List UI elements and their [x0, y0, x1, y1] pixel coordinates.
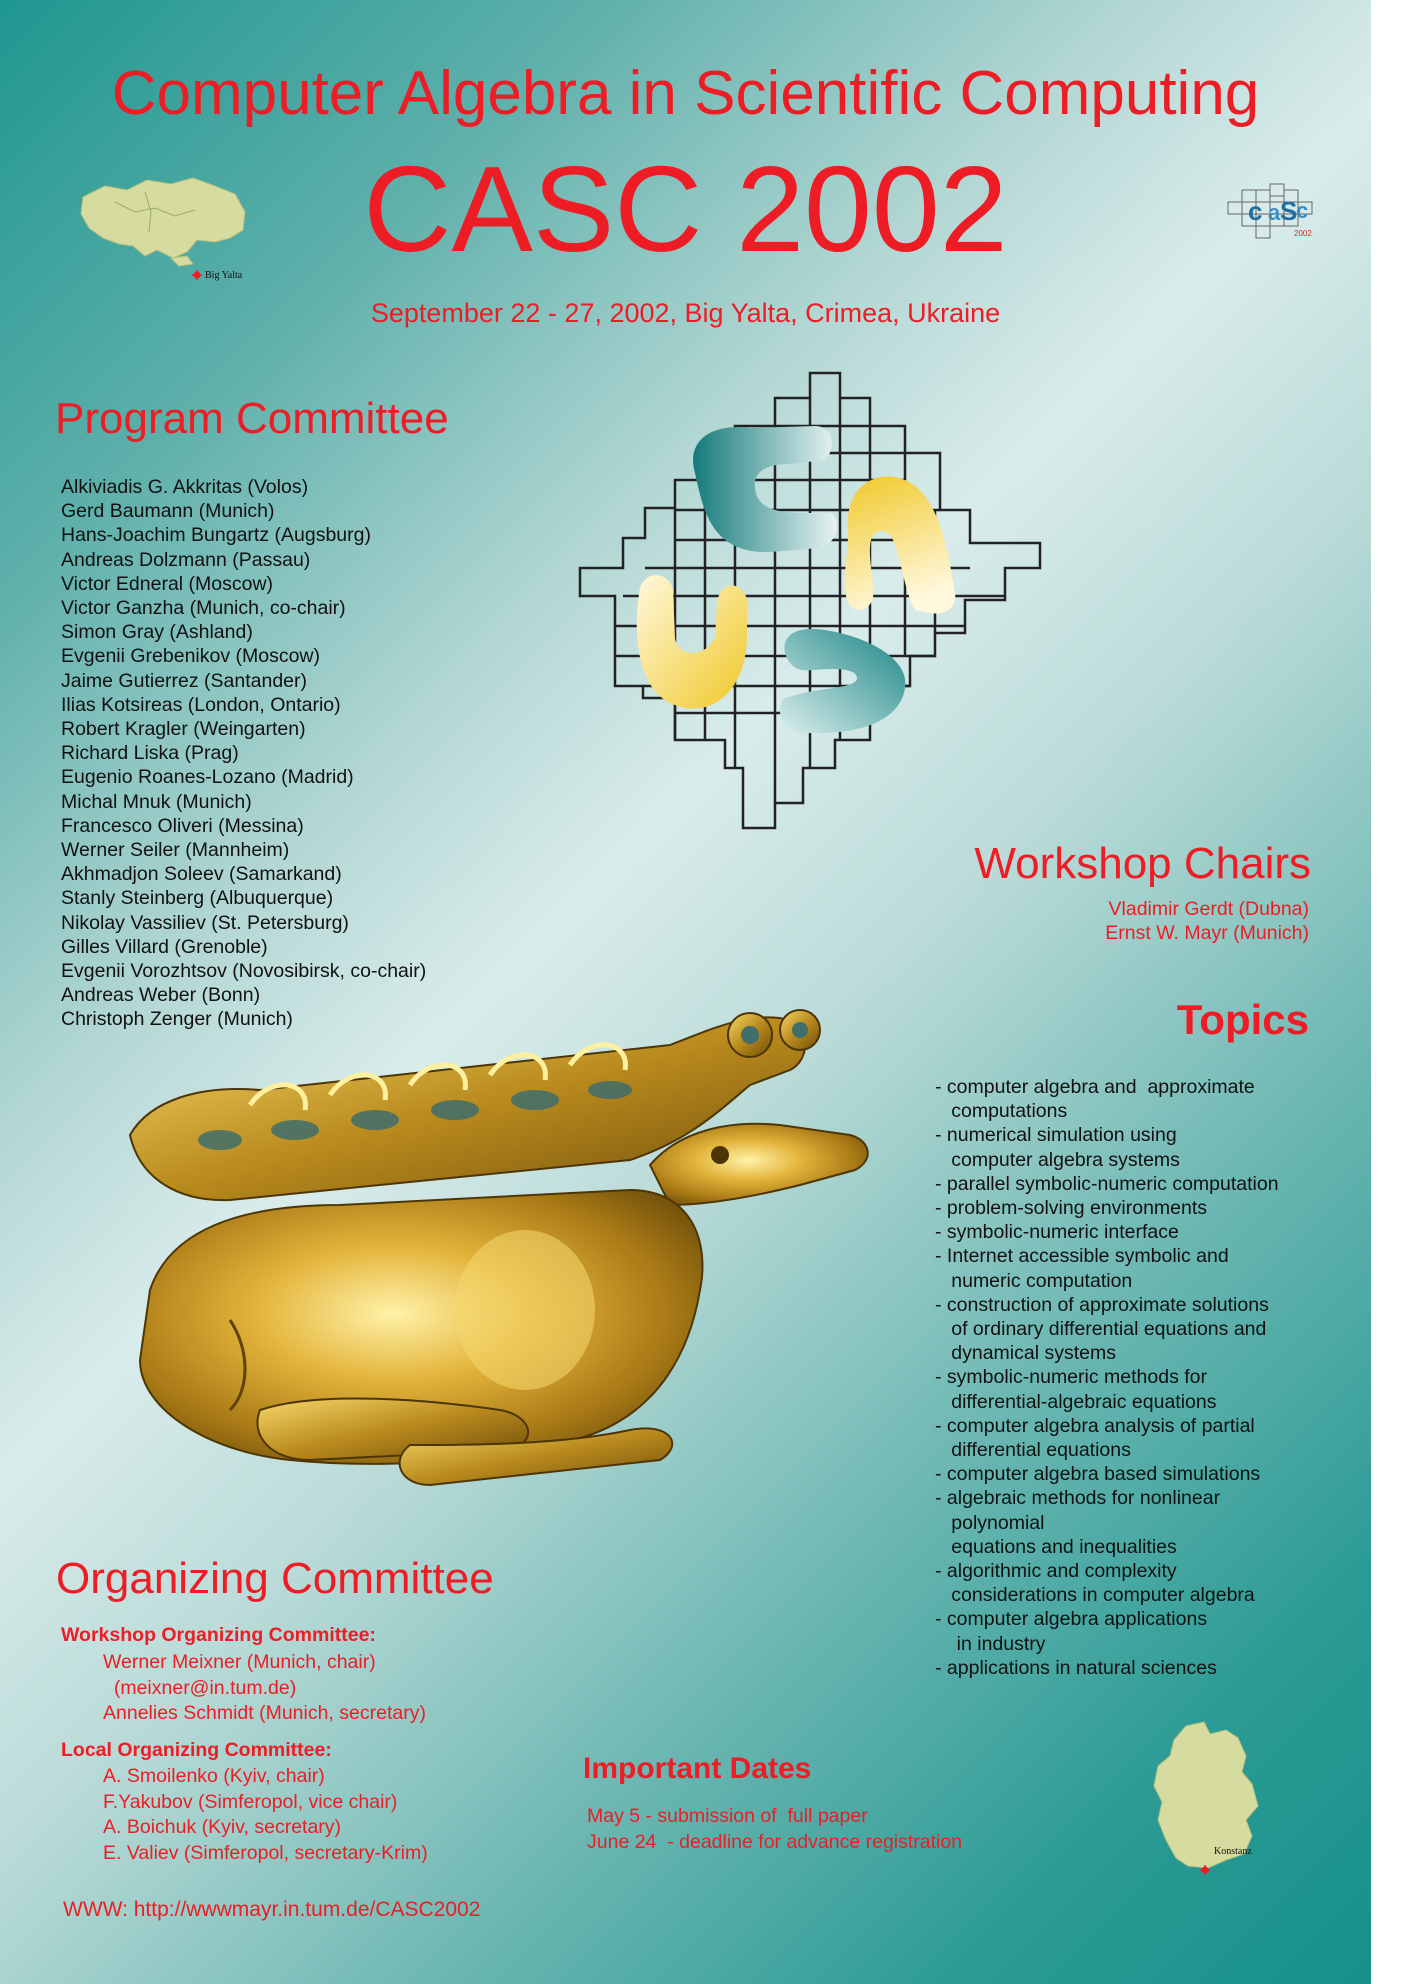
organizer-line: F.Yakubov (Simferopol, vice chair)	[103, 1790, 398, 1813]
germany-map-label: Konstanz	[1214, 1846, 1252, 1857]
casc-logo-small	[1222, 178, 1332, 248]
workshop-organizing-heading: Workshop Organizing Committee:	[61, 1624, 376, 1646]
ukraine-map	[75, 172, 255, 287]
casc-grid-logo	[575, 368, 1045, 838]
important-dates-heading: Important Dates	[583, 1752, 812, 1785]
organizer-line: Annelies Schmidt (Munich, secretary)	[103, 1702, 426, 1724]
workshop-chairs-heading: Workshop Chairs	[974, 839, 1311, 888]
logo-shape-c	[693, 426, 837, 552]
topic-line: - Internet accessible symbolic and	[935, 1245, 1229, 1268]
topic-line: computations	[935, 1100, 1068, 1123]
local-organizing-list	[103, 1764, 428, 1866]
golden-stag-image	[110, 990, 880, 1520]
committee-member: Evgenii Grebenikov (Moscow)	[61, 645, 321, 668]
organizer-line: A. Boichuk (Kyiv, secretary)	[103, 1816, 342, 1838]
date-line: June 24 - deadline for advance registration	[587, 1831, 963, 1853]
logo-shape-n	[845, 477, 956, 614]
conference-subtitle: September 22 - 27, 2002, Big Yalta, Crimea, Ukraine	[370, 298, 1001, 328]
topic-line: - computer algebra and approximate	[935, 1076, 1255, 1098]
topic-line: differential equations	[935, 1439, 1131, 1462]
committee-member: Andreas Weber (Bonn)	[61, 984, 261, 1007]
committee-member: Victor Ganzha (Munich, co-chair)	[61, 597, 346, 620]
topics-list	[935, 1075, 1279, 1680]
topic-line: dynamical systems	[935, 1342, 1116, 1365]
committee-member: Akhmadjon Soleev (Samarkand)	[61, 863, 342, 886]
committee-member: Robert Kragler (Weingarten)	[61, 718, 306, 741]
website-link[interactable]: WWW: http://wwwmayr.in.tum.de/CASC2002	[63, 1898, 481, 1921]
svg-text:c: c	[1296, 198, 1309, 223]
committee-member: Victor Edneral (Moscow)	[61, 572, 274, 595]
germany-map	[1148, 1720, 1268, 1885]
committee-member: Gerd Baumann (Munich)	[61, 500, 275, 523]
topic-line: - parallel symbolic-numeric computation	[935, 1172, 1279, 1195]
svg-text:2002: 2002	[1294, 229, 1312, 238]
committee-member: Richard Liska (Prag)	[61, 742, 239, 765]
committee-member: Evgenii Vorozhtsov (Novosibirsk, co-chair)	[61, 960, 427, 983]
ukraine-map-label: Big Yalta	[205, 270, 243, 281]
workshop-chair: Ernst W. Mayr (Munich)	[1105, 922, 1309, 944]
topic-line: - problem-solving environments	[935, 1197, 1208, 1220]
svg-text:a: a	[1268, 200, 1281, 225]
topic-line: - construction of approximate solutions	[935, 1293, 1269, 1316]
local-organizing-heading: Local Organizing Committee:	[61, 1739, 332, 1761]
committee-member: Eugenio Roanes-Lozano (Madrid)	[61, 766, 354, 789]
svg-text:c: c	[1248, 196, 1263, 226]
committee-member: Michal Mnuk (Munich)	[61, 790, 252, 813]
committee-member: Gilles Villard (Grenoble)	[61, 935, 268, 958]
organizer-line: A. Smoilenko (Kyiv, chair)	[103, 1765, 325, 1787]
program-committee-heading: Program Committee	[55, 394, 449, 443]
topic-line: - symbolic-numeric interface	[935, 1221, 1179, 1244]
committee-member: Nikolay Vassiliev (St. Petersburg)	[61, 911, 349, 934]
topic-line: - computer algebra analysis of partial	[935, 1414, 1255, 1437]
topic-line: differential-algebraic equations	[935, 1390, 1217, 1413]
workshop-chair: Vladimir Gerdt (Dubna)	[1108, 898, 1309, 920]
topic-line: computer algebra systems	[935, 1148, 1180, 1171]
topic-line: - computer algebra applications	[935, 1608, 1208, 1631]
organizer-line: Werner Meixner (Munich, chair)	[103, 1651, 376, 1673]
organizing-committee-heading: Organizing Committee	[56, 1554, 494, 1603]
committee-member: Christoph Zenger (Munich)	[61, 1008, 293, 1031]
organizer-line: (meixner@in.tum.de)	[103, 1676, 297, 1699]
topic-line: - numerical simulation using	[935, 1124, 1177, 1147]
committee-member: Francesco Oliveri (Messina)	[61, 814, 304, 837]
main-title: Computer Algebra in Scientific Computing	[111, 59, 1260, 128]
topic-line: polynomial	[935, 1511, 1045, 1534]
logo-shape-s	[780, 629, 905, 733]
important-dates-list	[587, 1803, 962, 1855]
conference-title: CASC 2002	[363, 141, 1008, 277]
topic-line: numeric computation	[935, 1269, 1133, 1292]
topic-line: - computer algebra based simulations	[935, 1463, 1261, 1486]
workshop-chairs-list	[1105, 897, 1309, 945]
organizer-line: E. Valiev (Simferopol, secretary-Krim)	[103, 1841, 428, 1864]
committee-member: Stanly Steinberg (Albuquerque)	[61, 887, 334, 910]
committee-member: Hans-Joachim Bungartz (Augsburg)	[61, 524, 371, 547]
date-line: May 5 - submission of full paper	[587, 1805, 868, 1827]
topic-line: equations and inequalities	[935, 1535, 1177, 1558]
topic-line: - algebraic methods for nonlinear	[935, 1487, 1221, 1510]
topic-line: - applications in natural sciences	[935, 1656, 1217, 1679]
workshop-organizing-list	[103, 1650, 426, 1727]
topics-heading: Topics	[1176, 996, 1309, 1043]
topic-line: of ordinary differential equations and	[935, 1318, 1267, 1341]
committee-member: Ilias Kotsireas (London, Ontario)	[61, 693, 341, 716]
svg-text:S: S	[1280, 196, 1298, 226]
committee-member: Jaime Gutierrez (Santander)	[61, 669, 308, 692]
topic-line: - symbolic-numeric methods for	[935, 1366, 1207, 1389]
topic-line: - algorithmic and complexity	[935, 1560, 1177, 1583]
topic-line: considerations in computer algebra	[935, 1584, 1255, 1607]
program-committee-list	[61, 475, 426, 1032]
topic-line: in industry	[935, 1632, 1046, 1655]
committee-member: Andreas Dolzmann (Passau)	[61, 548, 311, 571]
committee-member: Alkiviadis G. Akkritas (Volos)	[61, 476, 309, 498]
committee-member: Werner Seiler (Mannheim)	[61, 839, 290, 862]
committee-member: Simon Gray (Ashland)	[61, 621, 253, 644]
